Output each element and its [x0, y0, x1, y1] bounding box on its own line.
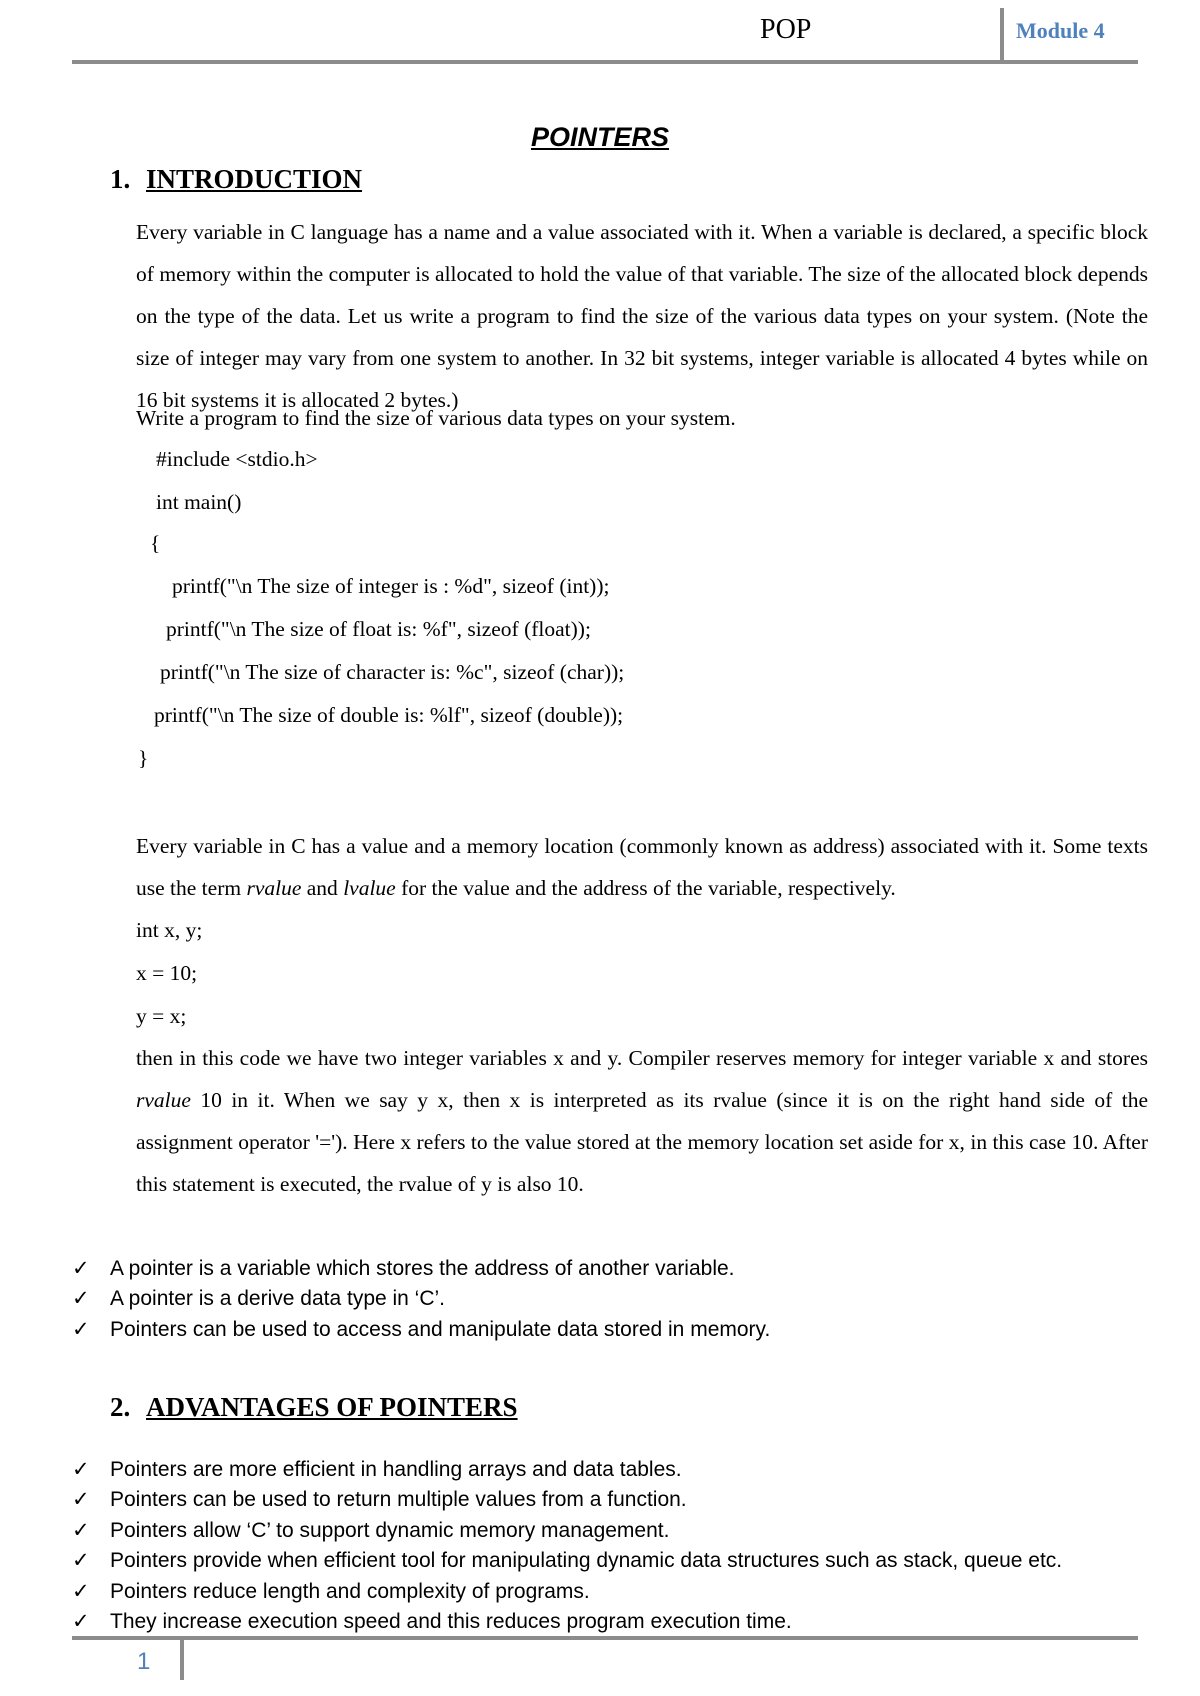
example-line: x = 10;: [136, 961, 198, 985]
checkmark-icon: ✓: [72, 1458, 90, 1481]
term-lvalue: lvalue: [343, 876, 396, 900]
explanation-paragraph: [136, 1037, 1148, 1205]
list-item: [72, 1455, 1062, 1485]
document-title: POINTERS: [530, 122, 670, 152]
list-item-text: Pointers provide when efficient tool for manipulating dynamic data structures such as stack, queue etc.: [110, 1549, 1063, 1573]
list-item: [72, 1485, 1062, 1515]
list-item: [72, 1315, 770, 1345]
list-item: [72, 1284, 770, 1314]
list-item: [72, 1546, 1062, 1576]
list-item-text: Pointers reduce length and complexity of programs.: [110, 1579, 590, 1603]
term-rvalue: rvalue: [136, 1088, 191, 1112]
code-line: printf("\n The size of float is: %f", sizeof (float));: [166, 617, 591, 641]
section-2-number: 2.: [110, 1392, 131, 1422]
code-line: }: [138, 746, 149, 770]
checkmark-icon: ✓: [72, 1609, 90, 1633]
definition-bullet-list: [72, 1254, 770, 1345]
list-item-text: Pointers can be used to access and manipulate data stored in memory.: [110, 1317, 771, 1341]
paragraph-text: for the value and the address of the variable, respectively.: [395, 876, 896, 900]
list-item-text: Pointers allow ‘C’ to support dynamic memory management.: [110, 1518, 670, 1542]
header-divider: [1000, 8, 1004, 62]
section-2-title: ADVANTAGES OF POINTERS: [146, 1392, 518, 1422]
section-1-number: 1.: [110, 164, 131, 194]
footer-rule: [72, 1636, 1138, 1640]
header-title: POP: [760, 14, 812, 45]
list-item: [72, 1577, 1062, 1607]
code-line: printf("\n The size of character is: %c", sizeof (char));: [160, 660, 625, 684]
checkmark-icon: ✓: [72, 1317, 90, 1341]
checkmark-icon: ✓: [72, 1518, 90, 1542]
checkmark-icon: ✓: [72, 1257, 90, 1280]
page-number: 1: [137, 1648, 151, 1675]
list-item: [72, 1254, 770, 1284]
list-item: [72, 1607, 1062, 1637]
code-line: int main(): [156, 490, 242, 514]
list-item-text: Pointers are more efficient in handling arrays and data tables.: [110, 1458, 682, 1481]
code-line: printf("\n The size of double is: %lf", sizeof (double));: [154, 703, 624, 727]
example-line: y = x;: [136, 1004, 187, 1028]
section-1-title: INTRODUCTION: [146, 164, 363, 194]
code-line: printf("\n The size of integer is : %d", sizeof (int));: [172, 574, 610, 598]
list-item-text: Pointers can be used to return multiple values from a function.: [110, 1488, 687, 1512]
example-line: int x, y;: [136, 918, 203, 942]
list-item-text: A pointer is a derive data type in ‘C’.: [110, 1287, 446, 1311]
intro-paragraph: Every variable in C language has a name and a value associated with it. When a variable is declared, a specific block of memory within the computer is allocated to hold the value of that variable. The size of the allocated block depends on the type of the data. Let us write a program to find the size of the various data types on your system. (Note the size of integer may vary from one system to another. In 32 bit systems, integer variable is allocated 4 bytes while on 16 bit systems it is allocated 2 bytes.): [136, 220, 1148, 412]
section-2-heading: [110, 1392, 518, 1423]
paragraph-text: then in this code we have two integer variables x and y. Compiler reserves memory for integer variable x and stores: [136, 1046, 1148, 1070]
header-rule: [72, 60, 1138, 64]
list-item: [72, 1516, 1062, 1546]
checkmark-icon: ✓: [72, 1549, 90, 1573]
code-line: #include <stdio.h>: [156, 447, 318, 471]
program-prompt: Write a program to find the size of various data types on your system.: [136, 406, 736, 430]
footer-divider: [180, 1640, 184, 1680]
checkmark-icon: ✓: [72, 1287, 90, 1311]
paragraph-text: and: [301, 876, 344, 900]
rvalue-lvalue-paragraph: [136, 825, 1148, 909]
code-line: {: [150, 531, 161, 555]
checkmark-icon: ✓: [72, 1488, 90, 1512]
paragraph-text: Every variable in C has a value and a memory location (commonly known as address) associated with it. Some texts use the term: [136, 834, 1148, 900]
advantages-bullet-list: [72, 1455, 1062, 1637]
section-1-heading: [110, 164, 362, 195]
list-item-text: A pointer is a variable which stores the address of another variable.: [110, 1257, 735, 1280]
paragraph-text: 10 in it. When we say y x, then x is interpreted as its rvalue (since it is on the right hand side of the assignment operator '='). Here x refers to the value stored at the memory location set aside for x, in this case 10. After this statement is executed, the rvalue of y is also 10.: [136, 1088, 1148, 1196]
checkmark-icon: ✓: [72, 1579, 90, 1603]
term-rvalue: rvalue: [246, 876, 302, 900]
header-module-label: Module 4: [1016, 18, 1105, 43]
list-item-text: They increase execution speed and this reduces program execution time.: [110, 1609, 792, 1633]
